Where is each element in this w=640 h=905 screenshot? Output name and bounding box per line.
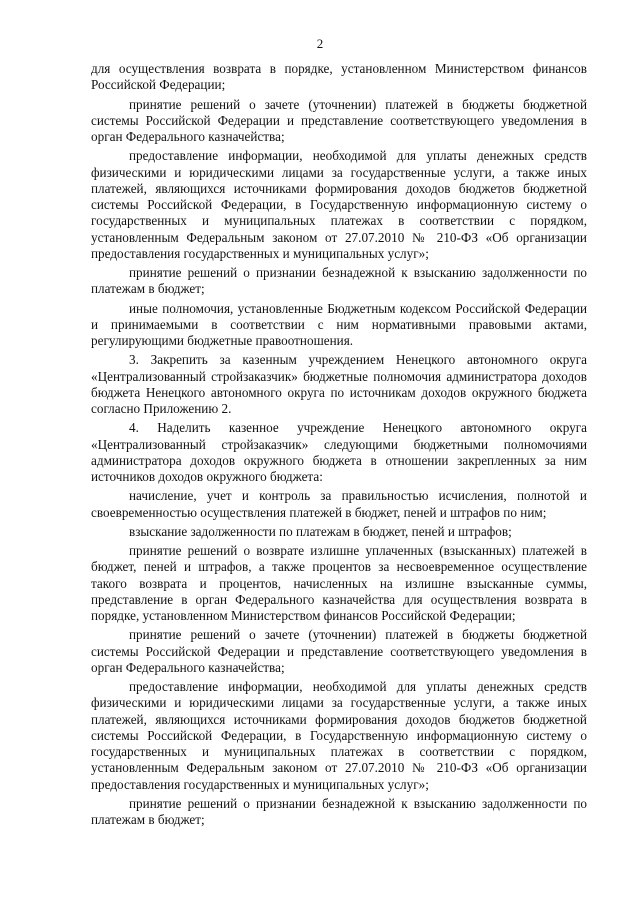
paragraph: для осуществления возврата в порядке, установленном Министерством финансов Российской Федерации;	[91, 61, 587, 93]
paragraph: принятие решений о признании безнадежной к взысканию задолженности по платежам в бюджет;	[91, 265, 587, 297]
paragraph: начисление, учет и контроль за правильностью исчисления, полнотой и своевременностью осуществления платежей в бюджет, пеней и штрафов по ним;	[91, 488, 587, 520]
paragraph: предоставление информации, необходимой для уплаты денежных средств физическими и юридическими лицами за государственные услуги, а также иных платежей, являющихся источниками формирования доходов бюджетов бюджетной системы Российской Федерации, в Государственную информационную систему о государственных и муниципальных платежах в соответствии с порядком, установленным Федеральным законом от 27.07.2010 № 210-ФЗ «Об организации предоставления государственных и муниципальных услуг»;	[91, 148, 587, 261]
paragraph: 3. Закрепить за казенным учреждением Ненецкого автономного округа «Централизованный стройзаказчик» бюджетные полномочия администратора доходов бюджета Ненецкого автономного округа по источникам доходов окружного бюджета согласно Приложению 2.	[91, 352, 587, 416]
paragraph: принятие решений о возврате излишне уплаченных (взысканных) платежей в бюджет, пеней и штрафов, а также процентов за несвоевременное осуществление такого возврата и процентов, начисленных на излишне взысканные суммы, представление в орган Федерального казначейства для осуществления возврата в порядке, установленном Министерством финансов Российской Федерации;	[91, 543, 587, 623]
paragraph: принятие решений о зачете (уточнении) платежей в бюджеты бюджетной системы Российской Федерации и представление соответствующего уведомления в орган Федерального казначейства;	[91, 627, 587, 675]
paragraph: предоставление информации, необходимой для уплаты денежных средств физическими и юридическими лицами за государственные услуги, а также иных платежей, являющихся источниками формирования доходов бюджетов бюджетной системы Российской Федерации, в Государственную информационную систему о государственных и муниципальных платежах в соответствии с порядком, установленным Федеральным законом от 27.07.2010 № 210-ФЗ «Об организации предоставления государственных и муниципальных услуг»;	[91, 679, 587, 792]
paragraph: иные полномочия, установленные Бюджетным кодексом Российской Федерации и принимаемыми в соответствии с ним нормативными правовыми актами, регулирующими бюджетные правоотношения.	[91, 300, 587, 348]
paragraph: взыскание задолженности по платежам в бюджет, пеней и штрафов;	[129, 523, 512, 539]
paragraph: 4. Наделить казенное учреждение Ненецкого автономного округа «Централизованный стройзаказчик» следующими бюджетными полномочиями администратора доходов окружного бюджета в отношении закрепленных за ним источников доходов окружного бюджета:	[91, 420, 587, 484]
paragraph: принятие решений о признании безнадежной к взысканию задолженности по платежам в бюджет;	[91, 795, 587, 827]
page-number: 2	[316, 36, 324, 51]
document-body	[91, 61, 587, 828]
paragraph: принятие решений о зачете (уточнении) платежей в бюджеты бюджетной системы Российской Федерации и представление соответствующего уведомления в орган Федерального казначейства;	[91, 96, 587, 144]
